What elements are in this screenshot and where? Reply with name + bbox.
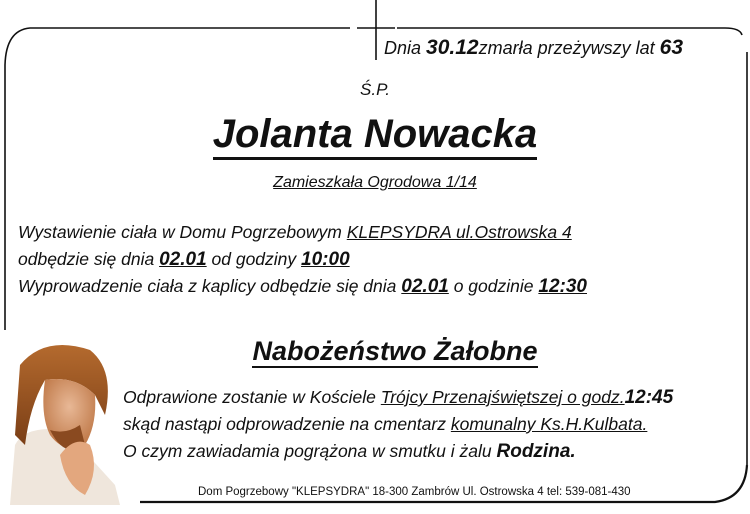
text: od godziny <box>211 249 297 269</box>
viewing-line-1 <box>18 222 572 243</box>
footer-contact: Dom Pogrzebowy "KLEPSYDRA" 18-300 Zambrów Ul. Ostrowska 4 tel: 539-081-430 <box>198 486 631 498</box>
text: Wyprowadzenie ciała z kaplicy odbędzie się dnia <box>18 276 397 296</box>
procession-date: 02.01 <box>401 276 449 297</box>
text: skąd nastąpi odprowadzenie na cmentarz <box>123 414 446 434</box>
procession-time: 12:30 <box>538 276 587 297</box>
service-heading <box>20 336 750 367</box>
death-info <box>384 36 683 60</box>
viewing-date: 02.01 <box>159 249 207 270</box>
deceased-name <box>0 112 750 157</box>
death-middle: zmarła przeżywszy lat <box>478 38 655 58</box>
service-line-2 <box>123 414 647 435</box>
funeral-home: KLEPSYDRA ul.Ostrowska 4 <box>346 222 572 242</box>
name-text: Jolanta Nowacka <box>213 112 538 160</box>
sp-label: Ś.P. <box>360 80 390 99</box>
service-time: 12:45 <box>624 387 674 408</box>
viewing-time: 10:00 <box>301 249 350 270</box>
church: Trójcy Przenajświętszej o godz. <box>380 387 625 407</box>
text: odbędzie się dnia <box>18 249 155 269</box>
text: Odprawione zostanie w Kościele <box>123 387 376 407</box>
cemetery: komunalny Ks.H.Kulbata. <box>450 414 648 434</box>
service-line-1 <box>123 387 673 409</box>
death-prefix: Dnia <box>384 38 422 58</box>
heading-text: Nabożeństwo Żałobne <box>252 336 538 366</box>
address: Zamieszkała Ogrodowa 1/14 <box>273 174 477 191</box>
viewing-line-2 <box>18 249 350 271</box>
age: 63 <box>659 36 684 59</box>
family: Rodzina. <box>496 441 576 462</box>
text: o godzinie <box>453 276 534 296</box>
text: Wystawienie ciała w Domu Pogrzebowym <box>18 222 342 242</box>
text: O czym zawiadamia pogrążona w smutku i żalu <box>123 441 492 461</box>
death-date: 30.12 <box>426 36 479 59</box>
service-line-3 <box>123 441 576 463</box>
viewing-line-3 <box>18 276 587 298</box>
